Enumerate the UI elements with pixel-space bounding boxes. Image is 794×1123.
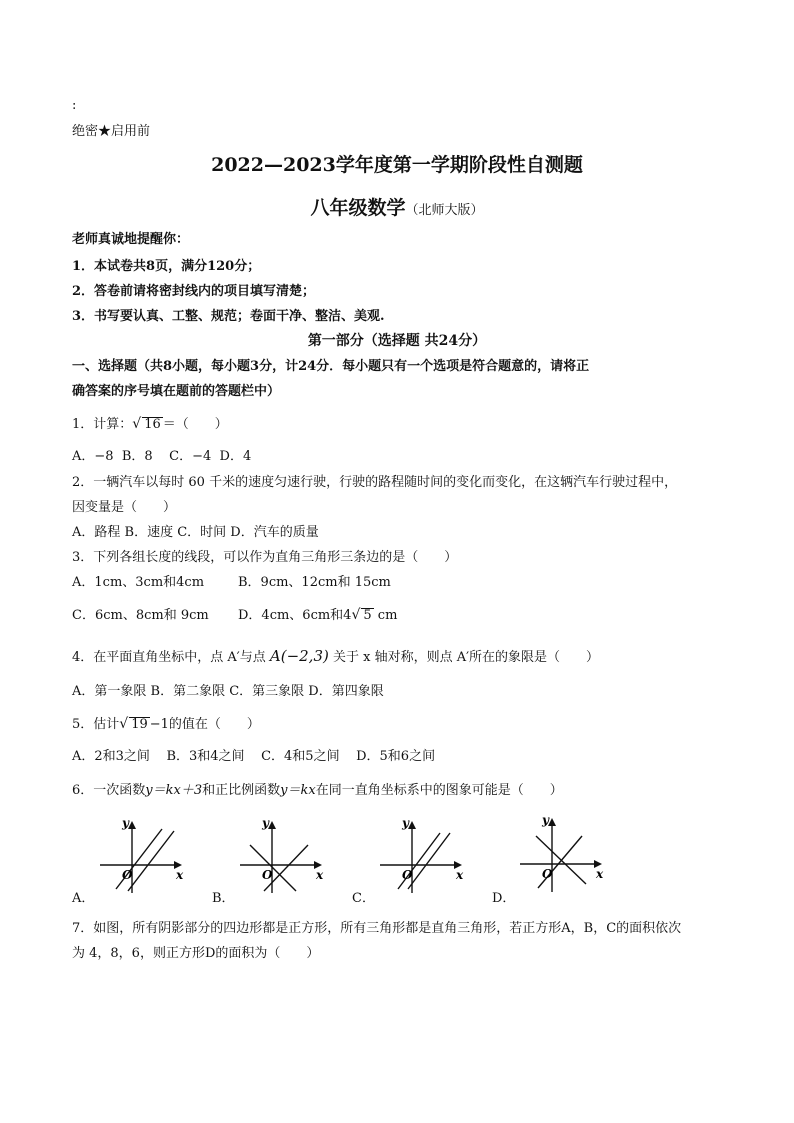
q6-a-y: y	[122, 816, 129, 830]
page-subtitle	[0, 193, 794, 220]
q5-prefix: 5．估计	[72, 717, 120, 732]
notice-heading: 老师真诚地提醒你：	[72, 232, 190, 247]
q6-c-y: y	[402, 816, 409, 830]
q4-stem	[72, 646, 599, 665]
q3-d-suffix: cm	[373, 608, 398, 623]
q5-suffix: −1的值在（ ）	[149, 717, 260, 732]
q3-d-radicand: 5	[363, 608, 372, 623]
q6-d-y: y	[542, 813, 549, 827]
q3-option-c: C．6cm、8cm和 9cm	[72, 608, 209, 623]
q4-middle: 关于 x 轴对称，则点 A′所在的象限是（ ）	[328, 650, 600, 665]
subtitle-text: 八年级数学	[310, 197, 406, 219]
q6-b-x: x	[316, 868, 324, 882]
q3-option-a: A．1cm、3cm和4cm	[72, 575, 205, 590]
q2-options: A．路程 B．速度 C．时间 D．汽车的质量	[72, 525, 319, 540]
q4-options: A．第一象限 B．第二象限 C．第三象限 D．第四象限	[72, 684, 384, 699]
q6-graph-a	[96, 815, 188, 895]
q6-stem	[72, 779, 563, 798]
q6-middle: 和正比例函数	[202, 783, 281, 798]
q6-suffix: 在同一直角坐标系中的图象可能是（ ）	[315, 783, 563, 798]
q7-line1: 7．如图，所有阴影部分的四边形都是正方形，所有三角形都是直角三角形，若正方形A，B，C的面积依次	[72, 921, 682, 936]
q4-prefix: 4．在平面直角坐标中，点 A′与点	[72, 650, 270, 665]
q6-label-c: C．	[352, 891, 375, 906]
part1-heading: 第一部分（选择题 共24分）	[307, 333, 487, 349]
q6-label-b: B．	[212, 891, 235, 906]
q1-radicand: 16	[144, 417, 161, 432]
q5-options: A．2和3之间 B．3和4之间 C．4和5之间 D．5和6之间	[72, 749, 436, 764]
q1-stem: 1．计算：√ 16 ＝（ ）	[72, 416, 228, 432]
q6-graph-d	[516, 812, 608, 895]
notice-item-2: 2．答卷前请将密封线内的项目填写清楚；	[72, 284, 316, 299]
q6-d-o: O	[542, 867, 553, 881]
q1-suffix: ＝（ ）	[162, 417, 228, 432]
q7-line2: 为 4，8，6，则正方形D的面积为（ ）	[72, 946, 320, 961]
q3-d-prefix: D．4cm、6cm和4	[238, 608, 352, 623]
q1-prefix: 1．计算：	[72, 417, 133, 432]
section1-line2: 确答案的序号填在题前的答题栏中）	[72, 384, 281, 399]
top-colon: :	[72, 98, 77, 113]
q3-option-b: B．9cm、12cm和 15cm	[238, 575, 391, 590]
q6-f2: y＝kx	[280, 783, 316, 798]
q4-point: A(−2,3)	[269, 647, 329, 665]
q6-a-x: x	[176, 868, 184, 882]
secret-label: 绝密★启用前	[72, 124, 151, 139]
q6-a-o: O	[122, 868, 133, 882]
q2-line2: 因变量是（ ）	[72, 500, 177, 515]
notice-item-1: 1．本试卷共8页，满分120分；	[72, 259, 261, 274]
q6-graph-b	[236, 815, 328, 895]
q6-d-x: x	[596, 867, 604, 881]
q6-label-a: A．	[72, 891, 95, 906]
q6-prefix: 6．一次函数	[72, 783, 146, 798]
page-title: 2022—2023学年度第一学期阶段性自测题	[211, 154, 583, 176]
q5-radicand: 19	[131, 717, 148, 732]
q6-c-x: x	[456, 868, 464, 882]
notice-item-3: 3．书写要认真、工整、规范；卷面干净、整洁、美观.	[72, 309, 385, 324]
q3-option-d: D．4cm、6cm和4√ 5 cm	[238, 607, 398, 623]
q6-b-o: O	[262, 868, 273, 882]
section1-line1: 一、选择题（共8小题，每小题3分，计24分．每小题只有一个选项是符合题意的，请将正	[72, 359, 590, 374]
q6-c-o: O	[402, 868, 413, 882]
edition-text: （北师大版）	[405, 203, 484, 218]
q6-f1: y＝kx＋3	[145, 783, 203, 798]
q5-stem: 5．估计√ 19 −1的值在（ ）	[72, 716, 260, 732]
q6-graph-c	[376, 815, 468, 895]
q6-b-y: y	[262, 816, 269, 830]
q1-options: A．−8 B．8 C．−4 D．4	[72, 449, 252, 464]
q6-label-d: D．	[492, 891, 516, 906]
q3-stem: 3．下列各组长度的线段，可以作为直角三角形三条边的是（ ）	[72, 550, 458, 565]
q2-line1: 2．一辆汽车以每时 60 千米的速度匀速行驶，行驶的路程随时间的变化而变化，在这辆汽车行驶过程中，	[72, 475, 678, 490]
